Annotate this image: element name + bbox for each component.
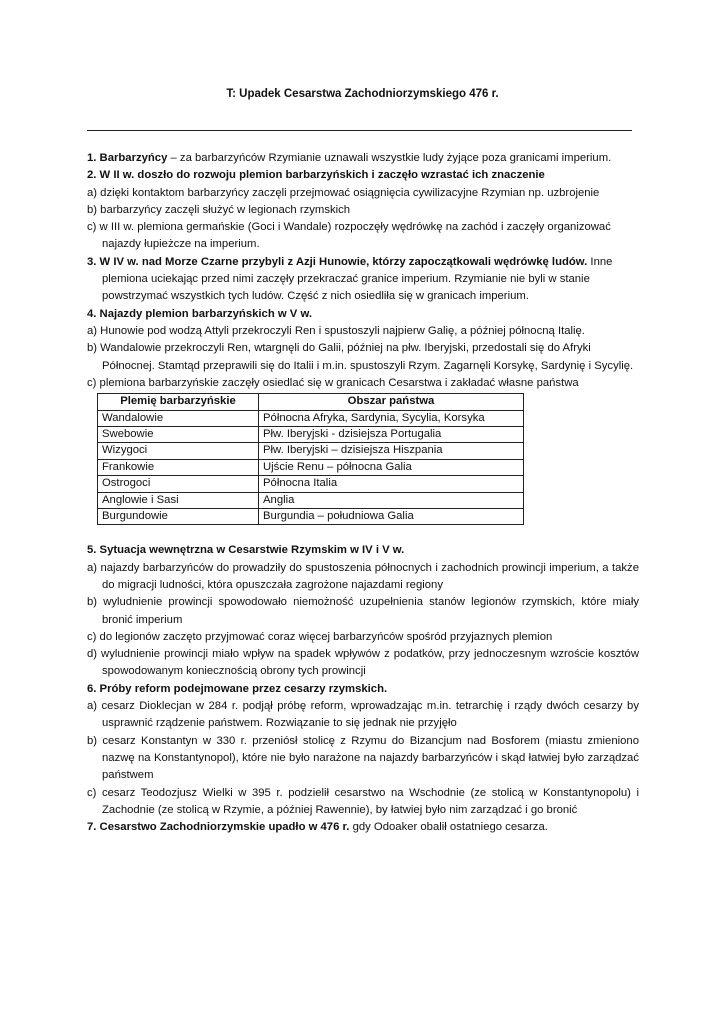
area-cell: Płw. Iberyjski - dzisiejsza Portugalia — [259, 426, 524, 442]
table-row — [98, 476, 524, 492]
area-cell: Ujście Renu – północna Galia — [259, 459, 524, 475]
section-3-text: Inne plemiona uciekając przed nimi zaczęły przekraczać granice imperium. Rzymianie nie byli w stanie powstrzymać wszystkich tych ludów. Część z nich osiedliła się w granicach imperium. — [102, 255, 613, 303]
document-title: T: Upadek Cesarstwa Zachodniorzymskiego 476 r. — [226, 88, 499, 100]
section-3 — [87, 254, 639, 306]
section-5-item-b: b) wyludnienie prowincji spowodowało niemożność uzupełnienia stanów legionów rzymskich, które miały bronić imperium — [87, 596, 639, 626]
table-row — [98, 492, 524, 508]
tribe-cell: Wizygoci — [98, 443, 259, 459]
tribe-cell: Frankowie — [98, 459, 259, 475]
document-body — [87, 150, 639, 836]
section-5-item-a: a) najazdy barbarzyńców do prowadziły do spustoszenia północnych i zachodnich prowincji imperium, a także do migracji ludności, która opuszczała zagrożone najazdami regiony — [87, 561, 639, 591]
tribes-table — [97, 393, 524, 525]
tribe-cell: Anglowie i Sasi — [98, 492, 259, 508]
tribe-cell: Ostrogoci — [98, 476, 259, 492]
area-cell: Anglia — [259, 492, 524, 508]
section-2-heading: 2. W II w. doszło do rozwoju plemion barbarzyńskich i zaczęło wzrastać ich znaczenie — [87, 169, 545, 182]
section-1-text: – za barbarzyńców Rzymianie uznawali wszystkie ludy żyjące poza granicami imperium. — [167, 152, 612, 164]
section-1-heading: 1. Barbarzyńcy — [87, 152, 168, 164]
table-row — [98, 410, 524, 426]
tribe-cell: Burgundowie — [98, 509, 259, 525]
section-7-text: gdy Odoaker obalił ostatniego cesarza. — [349, 821, 548, 834]
section-2-item-b: b) barbarzyńcy zaczęli służyć w legionach rzymskich — [87, 203, 351, 216]
section-6-item-b: b) cesarz Konstantyn w 330 r. przeniósł stolicę z Rzymu do Bizancjum nad Bosforem (miastu zmieniono nazwę na Konstantynopol), które nie było narażone na najazdy barbarzyńców i skąd łatwiej było zarządzać państwem — [87, 734, 639, 782]
area-cell: Płw. Iberyjski – dzisiejsza Hiszpania — [259, 443, 524, 459]
section-6-item-a: a) cesarz Dioklecjan w 284 r. podjął próbę reform, wprowadzając m.in. tetrarchię i rządy dwóch cesarzy by usprawnić rządzenie państwem. Rozwiązanie to się jednak nie przyjęło — [87, 700, 639, 730]
tribe-cell: Swebowie — [98, 426, 259, 442]
table-header-row — [98, 394, 524, 410]
area-cell: Północna Italia — [259, 476, 524, 492]
section-4-heading: 4. Najazdy plemion barbarzyńskich w V w. — [87, 307, 312, 320]
spacer — [87, 525, 639, 542]
section-5-heading: 5. Sytuacja wewnętrzna w Cesarstwie Rzymskim w IV i V w. — [87, 544, 405, 557]
section-5-item-d: d) wyludnienie prowincji miało wpływ na spadek wpływów z podatków, przy jednoczesnym wzroście kosztów spowodowanym koniecznością obrony tych prowincji — [87, 648, 639, 678]
section-2-item-c: c) w III w. plemiona germańskie (Goci i Wandale) rozpoczęły wędrówkę na zachód i zaczęły organizować najazdy łupieżcze na imperium. — [87, 221, 611, 251]
section-4-item-b: b) Wandalowie przekroczyli Ren, wtargnęli do Galii, później na płw. Iberyjski, przedostali się do Afryki Północnej. Stamtąd przeprawili się do Italii i m.in. spustoszyli Rzym. Zagarnęli Korsykę, Sardynię i Sycylię. — [87, 342, 634, 372]
area-cell: Burgundia – południowa Galia — [259, 509, 524, 525]
section-6-item-c: c) cesarz Teodozjusz Wielki w 395 r. podzielił cesarstwo na Wschodnie (ze stolicą w Konstantynopolu) i Zachodnie (ze stolicą w Rzymie, a później Rawennie), by łatwiej było nim zarządzać i go bronić — [87, 786, 639, 816]
table-header-tribe: Plemię barbarzyńskie — [98, 394, 259, 410]
section-4-item-a: a) Hunowie pod wodzą Attyli przekroczyli Ren i spustoszyli najpierw Galię, a później północną Italię. — [87, 324, 585, 337]
title-underline — [87, 130, 632, 131]
section-6-heading: 6. Próby reform podejmowane przez cesarzy rzymskich. — [87, 682, 388, 695]
table-row — [98, 459, 524, 475]
table-row — [98, 443, 524, 459]
area-cell: Północna Afryka, Sardynia, Sycylia, Korsyka — [259, 410, 524, 426]
section-7-heading: 7. Cesarstwo Zachodniorzymskie upadło w 476 r. — [87, 821, 350, 834]
section-3-heading: 3. W IV w. nad Morze Czarne przybyli z Azji Hunowie, którzy zapoczątkowali wędrówkę ludów. — [87, 255, 588, 268]
section-2-item-a: a) dzięki kontaktom barbarzyńcy zaczęli przejmować osiągnięcia cywilizacyjne Rzymian np. uzbrojenie — [87, 186, 600, 199]
table-row — [98, 426, 524, 442]
table-row — [98, 509, 524, 525]
section-4-item-c: c) plemiona barbarzyńskie zaczęły osiedlać się w granicach Cesarstwa i zakładać własne państwa — [87, 376, 579, 389]
section-5-item-c: c) do legionów zaczęto przyjmować coraz więcej barbarzyńców spośród przyjaznych plemion — [87, 630, 553, 643]
section-1 — [87, 150, 639, 167]
tribe-cell: Wandalowie — [98, 410, 259, 426]
table-header-area: Obszar państwa — [259, 394, 524, 410]
section-7 — [87, 819, 639, 836]
